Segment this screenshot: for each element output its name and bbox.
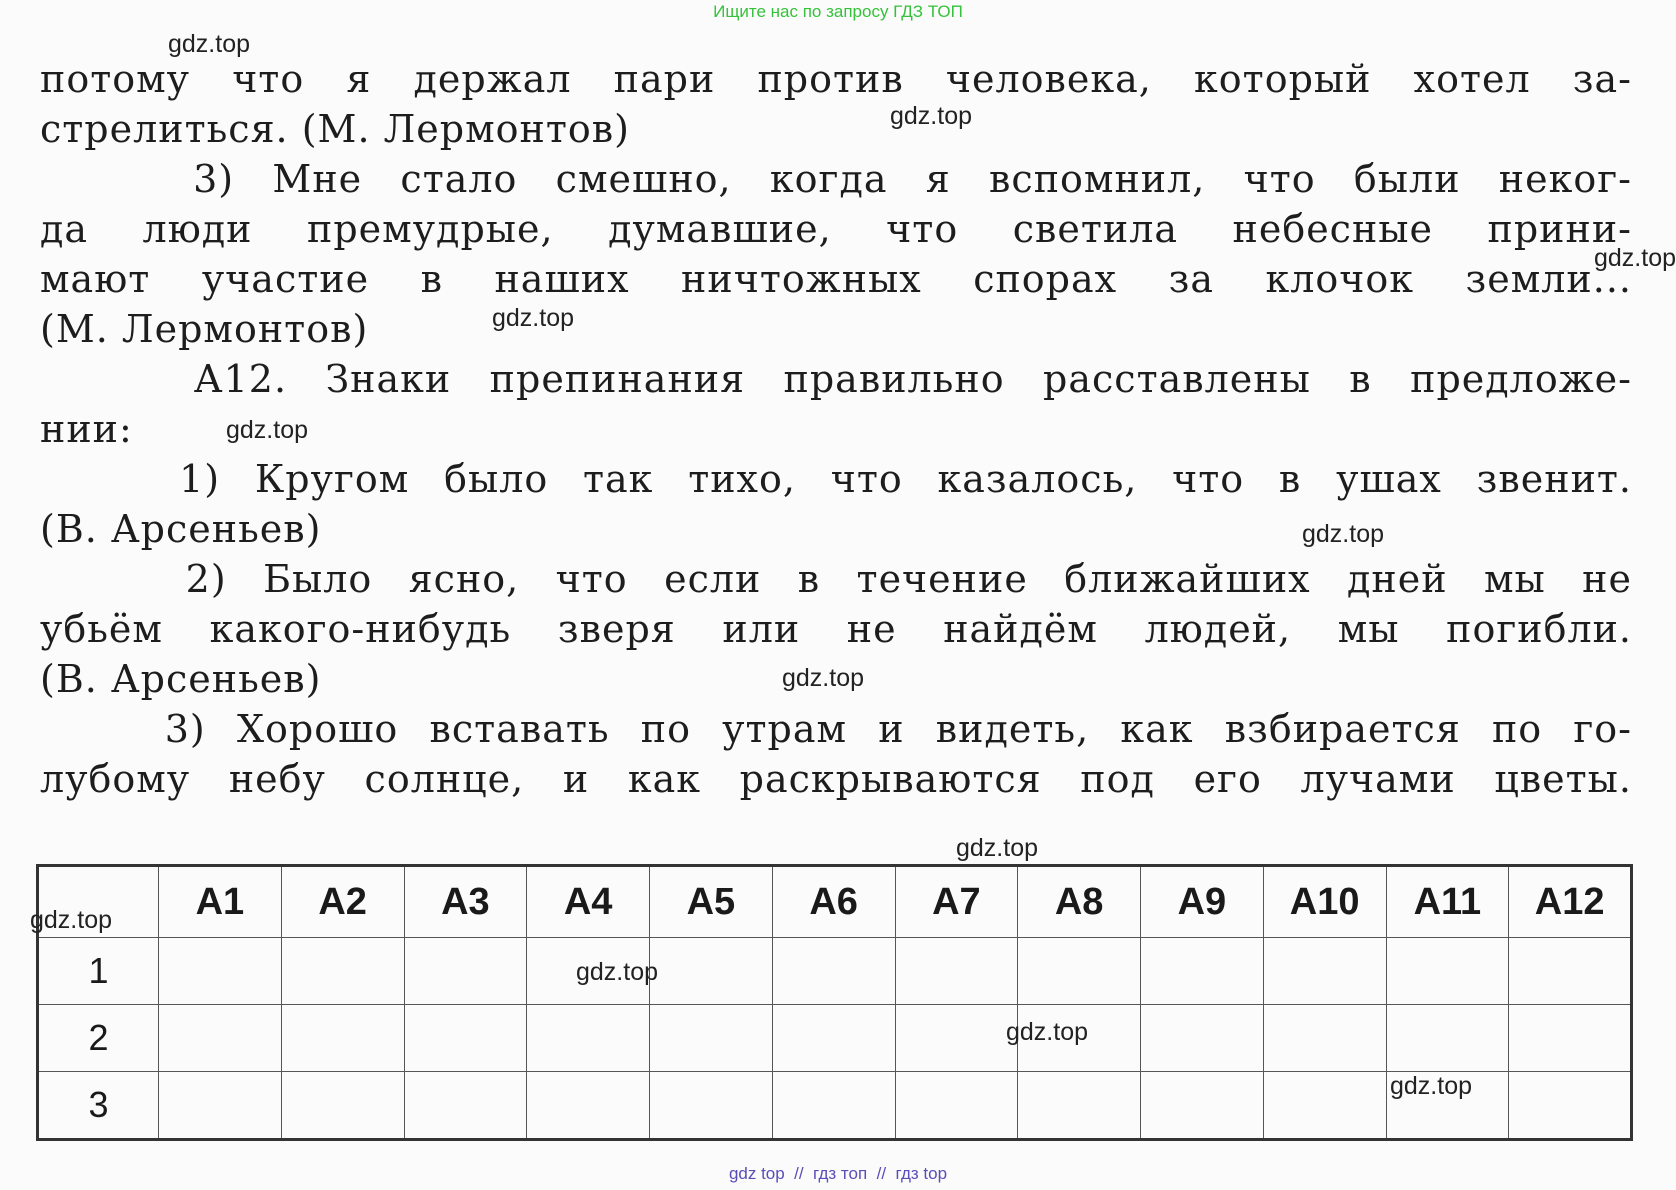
text-line: 3) Хорошо вставать по утрам и видеть, как взбирается по го- (40, 707, 1632, 751)
text-line: нии: (40, 407, 133, 451)
watermark: gdz.top (168, 30, 251, 58)
answer-table-header-row (38, 866, 1632, 938)
answer-cell (1509, 938, 1632, 1005)
top-banner[interactable]: Ищите нас по запросу ГДЗ ТОП (713, 2, 963, 21)
table-header-a12: A12 (1509, 866, 1632, 938)
answer-cell (159, 1005, 282, 1072)
table-row (38, 1005, 1632, 1072)
answer-cell (1386, 938, 1509, 1005)
answer-cell (1263, 1072, 1386, 1140)
watermark: gdz.top (492, 304, 575, 332)
answer-cell (650, 1072, 773, 1140)
watermark: gdz.top (30, 906, 113, 934)
answer-cell (772, 938, 895, 1005)
table-header-a5: A5 (650, 866, 773, 938)
answer-cell (404, 1005, 527, 1072)
text-line: да люди премудрые, думавшие, что светила небесные прини- (40, 207, 1632, 251)
text-line: убьём какого-нибудь зверя или не найдём людей, мы погибли. (40, 607, 1632, 651)
answer-cell (1018, 938, 1141, 1005)
answer-cell (895, 938, 1018, 1005)
answer-cell (527, 1005, 650, 1072)
watermark: gdz.top (226, 416, 309, 444)
answer-cell (895, 1072, 1018, 1140)
table-header-a9: A9 (1141, 866, 1264, 938)
watermark: gdz.top (1006, 1018, 1089, 1046)
text-line: мают участие в наших ничтожных спорах за клочок земли... (40, 257, 1632, 301)
answer-cell (404, 938, 527, 1005)
watermark: gdz.top (576, 958, 659, 986)
watermark: gdz.top (890, 102, 973, 130)
table-header-a10: A10 (1263, 866, 1386, 938)
watermark: gdz.top (1594, 244, 1676, 272)
row-label: 1 (38, 938, 159, 1005)
answer-cell (527, 1072, 650, 1140)
row-label: 3 (38, 1072, 159, 1140)
text-line: 2) Было ясно, что если в течение ближайших дней мы не (40, 557, 1632, 601)
text-line: А12. Знаки препинания правильно расставлены в предложе- (40, 357, 1632, 401)
answer-cell (772, 1005, 895, 1072)
answer-cell (1018, 1072, 1141, 1140)
text-line: лубому небу солнце, и как раскрываются под его лучами цветы. (40, 757, 1632, 801)
answer-cell (281, 938, 404, 1005)
watermark: gdz.top (782, 664, 865, 692)
table-header-a3: A3 (404, 866, 527, 938)
table-header-a11: A11 (1386, 866, 1509, 938)
answer-cell (159, 938, 282, 1005)
answer-cell (1386, 1005, 1509, 1072)
table-row (38, 938, 1632, 1005)
answer-cell (895, 1005, 1018, 1072)
text-line: потому что я держал пари против человека, который хотел за- (40, 57, 1632, 101)
table-header-a8: A8 (1018, 866, 1141, 938)
answer-cell (772, 1072, 895, 1140)
answer-cell (1263, 1005, 1386, 1072)
text-line: 3) Мне стало смешно, когда я вспомнил, что были неког- (40, 157, 1632, 201)
watermark: gdz.top (956, 834, 1039, 862)
answer-cell (1509, 1005, 1632, 1072)
answer-cell (281, 1072, 404, 1140)
answer-cell (1141, 1072, 1264, 1140)
table-header-a2: A2 (281, 866, 404, 938)
text-line: (В. Арсеньев) (40, 657, 322, 701)
answer-cell (159, 1072, 282, 1140)
table-header-a7: A7 (895, 866, 1018, 938)
text-line: (В. Арсеньев) (40, 507, 322, 551)
text-line: (М. Лермонтов) (40, 307, 369, 351)
answer-cell (650, 938, 773, 1005)
watermark: gdz.top (1390, 1072, 1473, 1100)
answer-cell (404, 1072, 527, 1140)
table-header-a1: A1 (159, 866, 282, 938)
text-line: стрелиться. (М. Лермонтов) (40, 107, 631, 151)
table-header-a4: A4 (527, 866, 650, 938)
answer-cell (650, 1005, 773, 1072)
answer-cell (1141, 938, 1264, 1005)
bottom-banner[interactable]: gdz top // гдз топ // гдз top (728, 1164, 948, 1183)
answer-cell (1509, 1072, 1632, 1140)
answer-cell (281, 1005, 404, 1072)
answer-cell (1263, 938, 1386, 1005)
text-line: 1) Кругом было так тихо, что казалось, что в ушах звенит. (40, 457, 1632, 501)
answer-cell (1141, 1005, 1264, 1072)
watermark: gdz.top (1302, 520, 1385, 548)
table-header-a6: A6 (772, 866, 895, 938)
row-label: 2 (38, 1005, 159, 1072)
